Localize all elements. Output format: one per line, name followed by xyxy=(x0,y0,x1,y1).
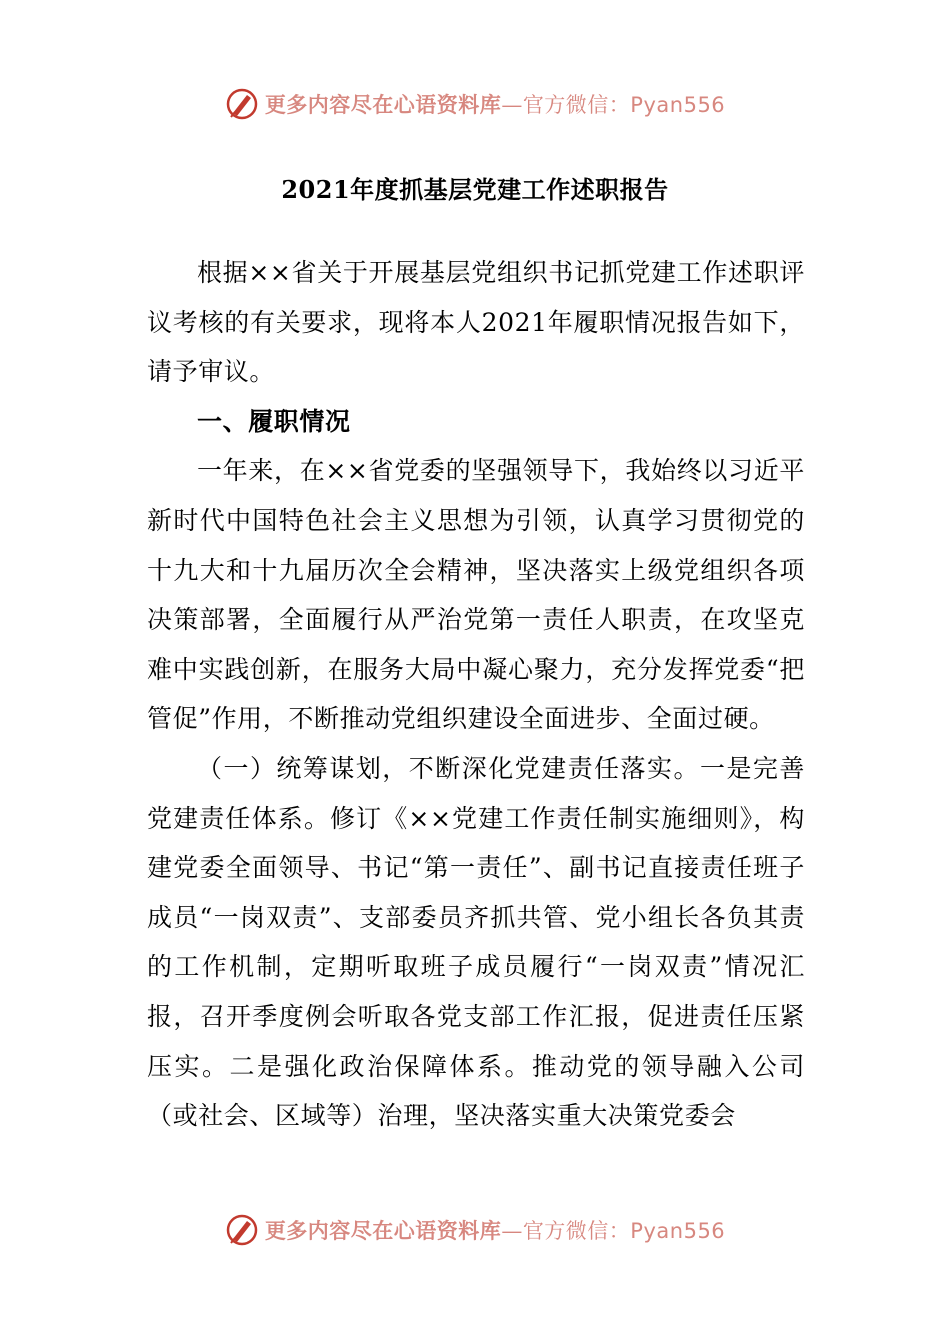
watermark-dash: — xyxy=(501,1219,523,1243)
document-body xyxy=(147,248,805,1141)
section-paragraph: 一年来，在××省党委的坚强领导下，我始终以习近平新时代中国特色社会主义思想为引领，认真学习贯彻党的十九大和十九届历次全会精神，坚决落实上级党组织各项决策部署，全面履行从严治党第一责任人职责，在攻坚克难中实践创新，在服务大局中凝心聚力，充分发挥党委“把管促”作用，不断推动党组织建设全面进步、全面过硬。 xyxy=(147,456,805,734)
watermark-text xyxy=(265,89,725,119)
watermark-text xyxy=(265,1215,725,1245)
header-watermark-banner xyxy=(0,84,950,124)
intro-paragraph: 根据××省关于开展基层党组织书记抓党建工作述职评议考核的有关要求，现将本人2021年履职情况报告如下，请予审议。 xyxy=(147,258,805,387)
pen-logo-icon xyxy=(225,87,259,121)
pen-logo-icon xyxy=(225,1213,259,1247)
watermark-wechat: 官方微信：Pyan556 xyxy=(522,1219,726,1243)
footer-watermark-banner xyxy=(0,1210,950,1250)
watermark-wechat: 官方微信：Pyan556 xyxy=(522,93,726,117)
document-title: 2021年度抓基层党建工作述职报告 xyxy=(281,175,669,204)
section-heading: 一、履职情况 xyxy=(197,406,351,436)
watermark-dash: — xyxy=(501,93,523,117)
subsection-paragraph: （一）统筹谋划，不断深化党建责任落实。一是完善党建责任体系。修订《××党建工作责任制实施细则》，构建党委全面领导、书记“第一责任”、副书记直接责任班子成员“一岗双责”、支部委员齐抓共管、党小组长各负其责的工作机制，定期听取班子成员履行“一岗双责”情况汇报，召开季度例会听取各党支部工作汇报，促进责任压紧压实。二是强化政治保障体系。推动党的领导融入公司（或社会、区域等）治理，坚决落实重大决策党委会 xyxy=(147,753,805,1131)
watermark-brand: 更多内容尽在心语资料库 xyxy=(264,92,502,117)
watermark-brand: 更多内容尽在心语资料库 xyxy=(264,1218,502,1243)
